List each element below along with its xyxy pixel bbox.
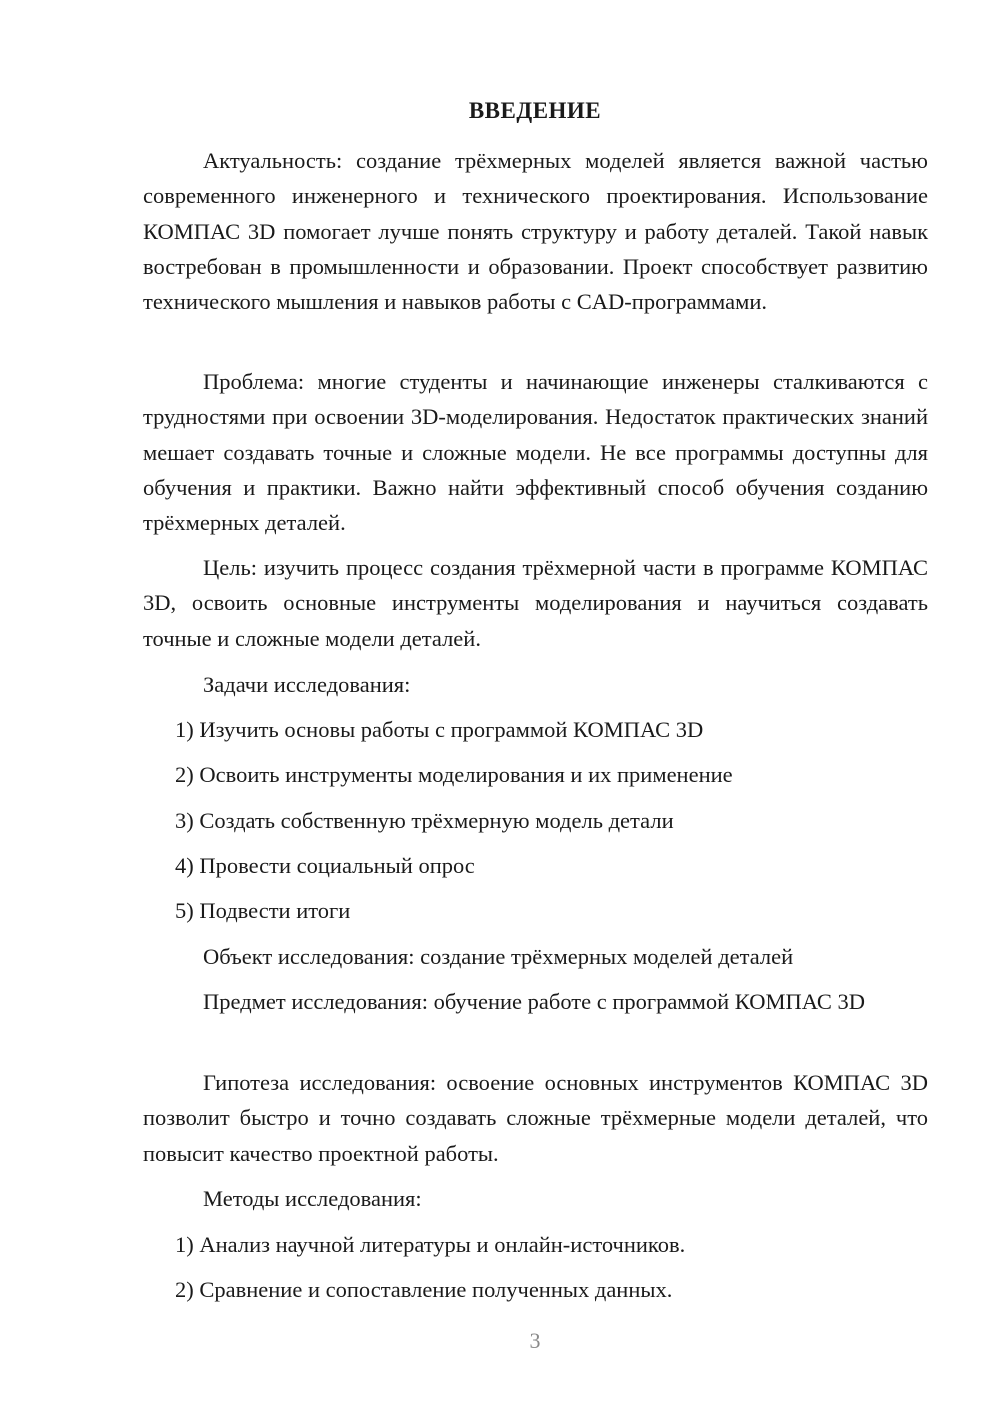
hypothesis-paragraph: Гипотеза исследования: освоение основных инструментов КОМПАС 3D позволит быстро и точно создавать сложные трёхмерные модели деталей, что повысит качество проектной работы. — [143, 1070, 928, 1166]
problem-paragraph: Проблема: многие студенты и начинающие инженеры сталкиваются с трудностями при освоении 3D-моделирования. Недостаток практических знаний мешает создавать точные и сложные модели. Не все программы доступны для обучения и практики. Важно найти эффективный способ обучения созданию трёхмерных деталей. — [143, 369, 928, 536]
goal-paragraph: Цель: изучить процесс создания трёхмерной части в программе КОМПАС 3D, освоить основные инструменты моделирования и научиться создавать точные и сложные модели деталей. — [143, 555, 928, 651]
method-item: 1) Анализ научной литературы и онлайн-источников. — [175, 1232, 686, 1257]
method-item: 2) Сравнение и сопоставление полученных данных. — [175, 1277, 673, 1302]
task-item: 1) Изучить основы работы с программой КОМПАС 3D — [175, 717, 704, 742]
page-title: ВВЕДЕНИЕ — [468, 98, 602, 123]
tasks-heading: Задачи исследования: — [203, 672, 411, 697]
task-item: 4) Провести социальный опрос — [175, 853, 475, 878]
task-item: 3) Создать собственную трёхмерную модель детали — [175, 808, 674, 833]
object-line: Объект исследования: создание трёхмерных моделей деталей — [203, 944, 794, 969]
subject-paragraph: Предмет исследования: обучение работе с программой КОМПАС 3D — [203, 989, 865, 1014]
relevance-paragraph: Актуальность: создание трёхмерных моделей является важной частью современного инженерного и технического проектирования. Использование КОМПАС 3D помогает лучше понять структуру и работу деталей. Такой навык востребован в промышленности и образовании. Проект способствует развитию технического мышления и навыков работы с CAD-программами. — [143, 148, 928, 315]
task-item: 2) Освоить инструменты моделирования и их применение — [175, 762, 733, 787]
page-number: 3 — [529, 1328, 541, 1353]
methods-heading: Методы исследования: — [203, 1186, 422, 1211]
task-item: 5) Подвести итоги — [175, 898, 351, 923]
